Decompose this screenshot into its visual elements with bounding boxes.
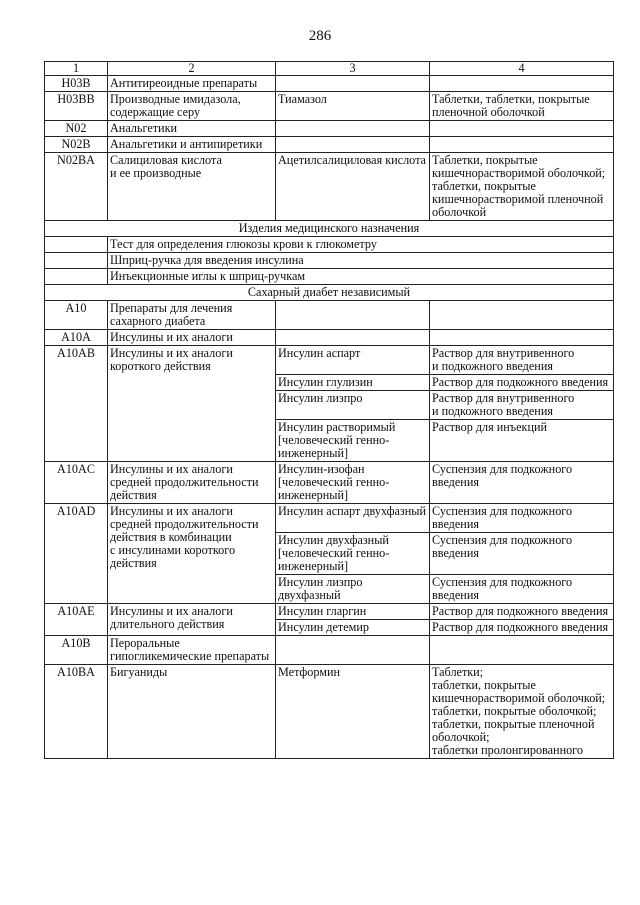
table-row (45, 92, 614, 121)
atc-code: H03BB (45, 92, 108, 121)
atc-code: A10B (45, 636, 108, 665)
header-col-3: 3 (276, 62, 430, 76)
atc-group-name: Инсулины и их аналоги длительного действия (108, 604, 276, 636)
dosage-form: Таблетки, покрытые кишечнорастворимой оболочкой; таблетки, покрытые кишечнорастворимой пленочной оболочкой (430, 153, 614, 221)
table-row (45, 636, 614, 665)
page-number: 286 (308, 28, 332, 44)
section-row (45, 285, 614, 301)
drug-name (276, 76, 430, 92)
drug-name: Инсулин аспарт (276, 346, 430, 375)
atc-group-name: Инсулины и их аналоги (108, 330, 276, 346)
atc-code: A10AD (45, 504, 108, 604)
atc-code: A10BA (45, 665, 108, 759)
table-row (45, 604, 614, 620)
section-title: Сахарный диабет независимый (45, 285, 614, 301)
header-col-1: 1 (45, 62, 108, 76)
dosage-form (430, 76, 614, 92)
table-row (45, 462, 614, 504)
table-row (45, 153, 614, 221)
drug-name: Инсулин лизпро (276, 391, 430, 420)
dosage-form: Суспензия для подкожного введения (430, 462, 614, 504)
table-row (45, 137, 614, 153)
drug-name (276, 330, 430, 346)
dosage-form: Суспензия для подкожного введения (430, 533, 614, 575)
empty-code-cell (45, 253, 108, 269)
atc-code: N02BA (45, 153, 108, 221)
atc-group-name: Производные имидазола, содержащие серу (108, 92, 276, 121)
atc-code: A10AE (45, 604, 108, 636)
atc-code: A10A (45, 330, 108, 346)
drug-name: Инсулин аспарт двухфазный (276, 504, 430, 533)
table-row (45, 504, 614, 533)
atc-code: H03B (45, 76, 108, 92)
atc-group-name: Инсулины и их аналоги средней продолжительности действия (108, 462, 276, 504)
table-row (45, 330, 614, 346)
empty-code-cell (45, 237, 108, 253)
table-row (45, 665, 614, 759)
dosage-form: Таблетки, таблетки, покрытые пленочной оболочкой (430, 92, 614, 121)
drug-name: Инсулин глулизин (276, 375, 430, 391)
dosage-form: Суспензия для подкожного введения (430, 575, 614, 604)
dosage-form: Раствор для внутривенного и подкожного введения (430, 346, 614, 375)
drug-name: Тиамазол (276, 92, 430, 121)
atc-group-name: Пероральные гипогликемические препараты (108, 636, 276, 665)
atc-code: A10 (45, 301, 108, 330)
drug-name (276, 121, 430, 137)
header-col-4: 4 (430, 62, 614, 76)
dosage-form: Таблетки; таблетки, покрытые кишечнорастворимой оболочкой; таблетки, покрытые оболочкой; таблетки, покрытые пленочной оболочкой; таблетки пролонгированного (430, 665, 614, 759)
drug-name: Инсулин растворимый [человеческий генно-инженерный] (276, 420, 430, 462)
drug-name: Инсулин двухфазный [человеческий генно-инженерный] (276, 533, 430, 575)
table-body (45, 76, 614, 759)
dosage-form: Раствор для подкожного введения (430, 620, 614, 636)
atc-group-name: Антитиреоидные препараты (108, 76, 276, 92)
dosage-form: Суспензия для подкожного введения (430, 504, 614, 533)
drug-name: Метформин (276, 665, 430, 759)
drug-name: Ацетилсалициловая кислота (276, 153, 430, 221)
dosage-form (430, 330, 614, 346)
header-col-2: 2 (108, 62, 276, 76)
device-row (45, 237, 614, 253)
table-row (45, 76, 614, 92)
drug-table (44, 61, 614, 759)
section-title: Изделия медицинского назначения (45, 221, 614, 237)
dosage-form: Раствор для внутривенного и подкожного введения (430, 391, 614, 420)
table-row (45, 346, 614, 375)
atc-group-name: Салициловая кислота и ее производные (108, 153, 276, 221)
atc-group-name: Инсулины и их аналоги средней продолжительности действия в комбинации с инсулинами короткого действия (108, 504, 276, 604)
header-row (45, 62, 614, 76)
dosage-form (430, 301, 614, 330)
dosage-form (430, 137, 614, 153)
dosage-form: Раствор для подкожного введения (430, 604, 614, 620)
atc-group-name: Анальгетики и антипиретики (108, 137, 276, 153)
drug-name (276, 301, 430, 330)
section-row (45, 221, 614, 237)
drug-name: Инсулин лизпро двухфазный (276, 575, 430, 604)
table-row (45, 121, 614, 137)
drug-name: Инсулин детемир (276, 620, 430, 636)
dosage-form: Раствор для инъекций (430, 420, 614, 462)
dosage-form: Раствор для подкожного введения (430, 375, 614, 391)
device-name: Инъекционные иглы к шприц-ручкам (108, 269, 614, 285)
atc-group-name: Препараты для лечения сахарного диабета (108, 301, 276, 330)
device-row (45, 253, 614, 269)
device-name: Тест для определения глюкозы крови к глюкометру (108, 237, 614, 253)
empty-code-cell (45, 269, 108, 285)
dosage-form (430, 636, 614, 665)
drug-name: Инсулин гларгин (276, 604, 430, 620)
atc-group-name: Инсулины и их аналоги короткого действия (108, 346, 276, 462)
atc-code: N02 (45, 121, 108, 137)
drug-name (276, 636, 430, 665)
atc-code: N02B (45, 137, 108, 153)
dosage-form (430, 121, 614, 137)
table-row (45, 301, 614, 330)
atc-code: A10AB (45, 346, 108, 462)
drug-name (276, 137, 430, 153)
drug-name: Инсулин-изофан [человеческий генно-инженерный] (276, 462, 430, 504)
atc-group-name: Бигуаниды (108, 665, 276, 759)
atc-code: A10AC (45, 462, 108, 504)
atc-group-name: Анальгетики (108, 121, 276, 137)
device-name: Шприц-ручка для введения инсулина (108, 253, 614, 269)
device-row (45, 269, 614, 285)
